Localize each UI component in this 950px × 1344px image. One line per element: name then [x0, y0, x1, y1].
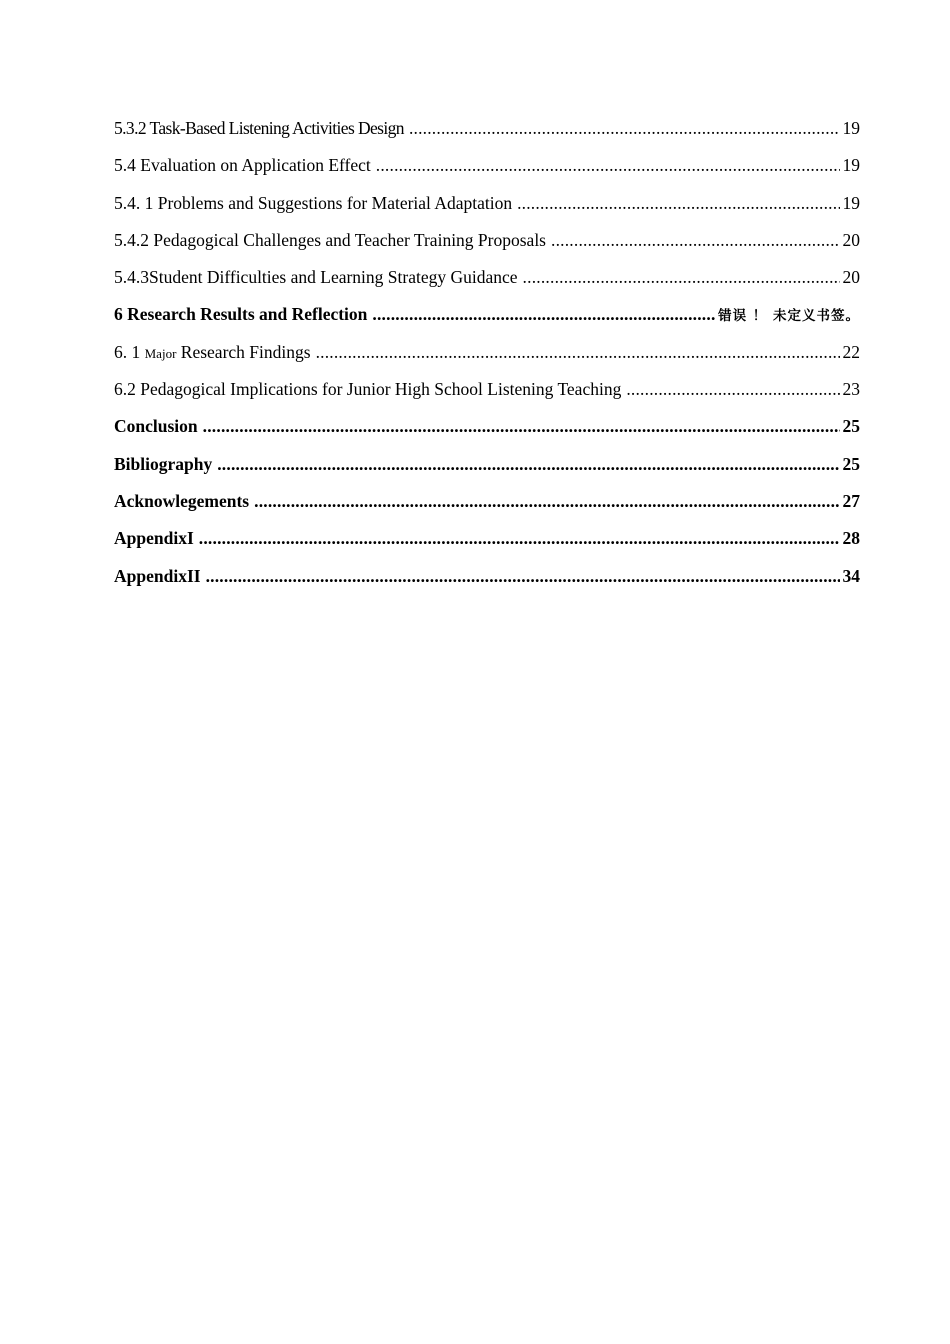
toc-entry-page: 34 [842, 565, 860, 586]
toc-entry-label: 5.3.2 Task-Based Listening Activities Design [114, 118, 404, 138]
toc-dot-leader [217, 454, 839, 475]
toc-dot-leader [409, 118, 840, 139]
toc-entry-page: 19 [842, 155, 860, 176]
toc-entry[interactable] [114, 155, 860, 192]
toc-entry-page: 23 [842, 379, 860, 400]
toc-entry-label: 5.4.3Student Difficulties and Learning Strategy Guidance [114, 267, 518, 288]
toc-entry[interactable] [114, 491, 860, 528]
toc-entry-label: AppendixI [114, 528, 194, 549]
toc-dot-leader [372, 304, 715, 325]
toc-dot-leader [316, 342, 840, 363]
toc-entry[interactable] [114, 193, 860, 230]
toc-entry[interactable] [114, 416, 860, 453]
toc-entry-label: 5.4. 1 Problems and Suggestions for Material Adaptation [114, 192, 513, 213]
toc-dot-leader [376, 155, 840, 176]
toc-dot-leader [203, 416, 840, 437]
toc-dot-leader [551, 230, 840, 251]
toc-entry-page: 20 [842, 229, 860, 250]
toc-bookmark-error: 错误 ！ 未定义书签。 [718, 308, 860, 325]
toc-entry[interactable] [114, 528, 860, 565]
toc-entry-page: 19 [842, 118, 860, 138]
toc-entry[interactable] [114, 118, 860, 155]
toc-entry-label: 6.2 Pedagogical Implications for Junior High School Listening Teaching [114, 379, 622, 400]
toc-entry-page: 25 [842, 453, 860, 474]
toc-entry-page: 22 [842, 341, 860, 362]
toc-entry-label: Bibliography [114, 453, 213, 474]
toc-entry-label: Conclusion [114, 416, 198, 437]
toc-entry-label-small: Major [144, 345, 177, 361]
toc-entry[interactable] [114, 379, 860, 416]
toc-entry-label-prefix: 6. 1 [114, 341, 145, 362]
toc-entry[interactable] [114, 230, 860, 267]
toc-entry-label: 5.4 Evaluation on Application Effect [114, 155, 371, 176]
toc-entry-page: 28 [842, 528, 860, 549]
toc-entry-label-suffix: Research Findings [176, 341, 311, 362]
toc-entry-label [114, 342, 311, 363]
toc-entry[interactable] [114, 454, 860, 491]
toc-entry-page: 25 [842, 416, 860, 437]
toc-entry-page: 19 [842, 192, 860, 213]
toc-entry[interactable] [114, 304, 860, 341]
toc-entry[interactable] [114, 342, 860, 379]
toc-entry-page: 27 [842, 490, 860, 511]
toc-entry-label: AppendixII [114, 565, 201, 586]
toc-dot-leader [206, 566, 840, 587]
toc-dot-leader [523, 267, 840, 288]
toc-entry-page: 20 [842, 267, 860, 288]
toc-entry[interactable] [114, 267, 860, 304]
toc-entry-label: 6 Research Results and Reflection [114, 304, 368, 325]
toc-dot-leader [626, 379, 839, 400]
toc-dot-leader [517, 193, 839, 214]
toc-entry-label: Acknowlegements [114, 490, 250, 511]
toc-dot-leader [254, 491, 839, 512]
table-of-contents [114, 118, 860, 603]
toc-dot-leader [199, 528, 840, 549]
toc-entry[interactable] [114, 566, 860, 603]
toc-entry-label: 5.4.2 Pedagogical Challenges and Teacher Training Proposals [114, 229, 546, 250]
